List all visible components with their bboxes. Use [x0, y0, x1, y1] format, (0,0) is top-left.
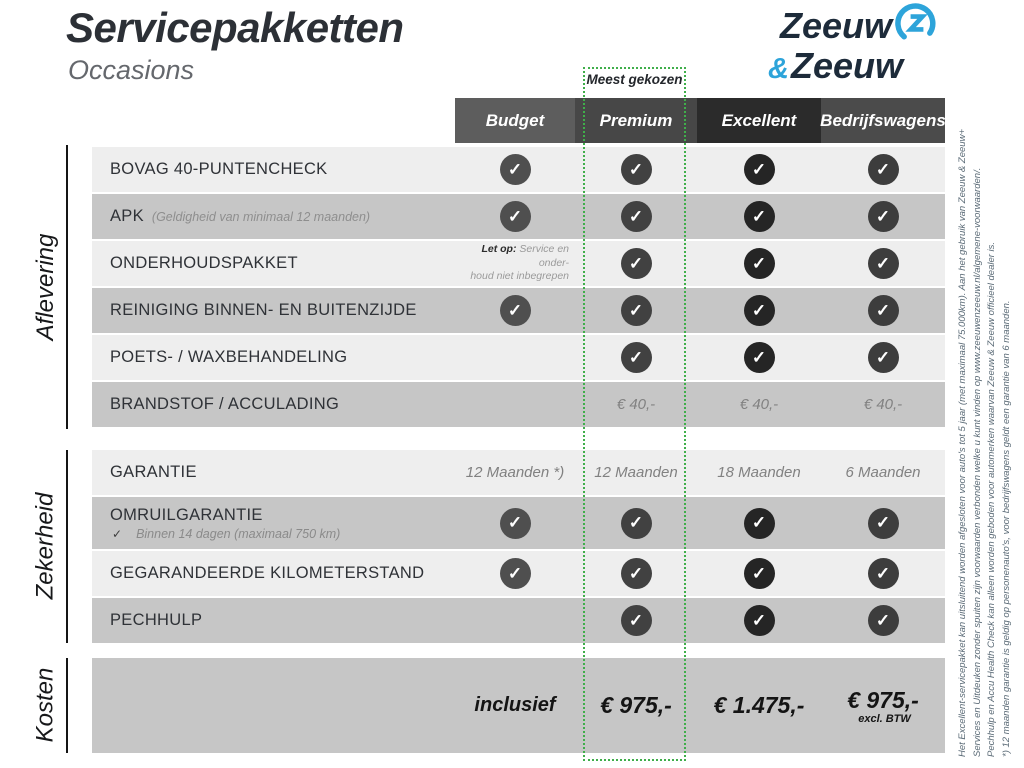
letop-line1 — [455, 243, 569, 270]
row-label: PECHHULP — [110, 611, 203, 629]
cell-bedrijfswagens — [821, 154, 945, 185]
cell-value: € 40,- — [739, 396, 779, 413]
check-icon — [744, 201, 775, 232]
cell-bedrijfswagens — [821, 201, 945, 232]
table-row — [92, 241, 945, 286]
cell-excellent — [697, 464, 821, 481]
check-glyph: ✓ — [875, 253, 891, 273]
table-row — [92, 551, 945, 596]
cell-excellent — [697, 508, 821, 539]
check-icon — [744, 154, 775, 185]
footnote-line: *) 12 maanden garantie is geldig op personenauto's, voor bedrijfswagens geldt een garantie van 6 maanden. — [1000, 300, 1012, 757]
check-glyph: ✓ — [628, 300, 644, 320]
row-label-cell — [92, 301, 455, 320]
row-label-cell — [92, 254, 455, 273]
column-header-budget: Budget — [455, 98, 575, 143]
column-headers — [455, 98, 945, 143]
check-glyph: ✓ — [628, 347, 644, 367]
small-check-icon: ✓ — [112, 526, 123, 541]
table-row — [92, 335, 945, 380]
row-note: (Geldigheid van minimaal 12 maanden) — [151, 210, 371, 224]
row-label: ONDERHOUDSPAKKET — [110, 254, 298, 272]
cell-value: € 40,- — [863, 396, 903, 413]
kosten-stack — [847, 687, 919, 725]
check-glyph: ✓ — [875, 159, 891, 179]
check-glyph: ✓ — [507, 513, 523, 532]
check-glyph: ✓ — [751, 563, 767, 583]
check-icon — [500, 154, 531, 185]
row-label-cell — [92, 611, 455, 630]
kosten-value-excellent: € 1.475,- — [713, 692, 805, 718]
check-glyph: ✓ — [751, 513, 767, 532]
cell-budget — [455, 201, 575, 232]
check-icon — [500, 508, 531, 539]
cell-premium — [575, 508, 697, 539]
cell-budget — [455, 243, 575, 284]
row-label-cell — [92, 207, 455, 226]
cell-premium — [575, 558, 697, 589]
footnotes — [956, 75, 1014, 757]
cell-excellent — [697, 558, 821, 589]
footnote-line: Pechhulp en Accu Health Check kan alleen worden geboden voor automerken waarvan Zeeuw & Zeeuw officieel dealer is. — [986, 241, 997, 757]
page-title: Servicepakketten — [66, 4, 404, 51]
letop-rest: Service en onder- — [516, 243, 569, 269]
check-icon — [744, 295, 775, 326]
check-glyph: ✓ — [875, 610, 891, 630]
cell-value: 6 Maanden — [845, 464, 921, 481]
cell-bedrijfswagens — [821, 342, 945, 373]
check-glyph: ✓ — [875, 563, 891, 583]
kosten-note-btw: excl. BTW — [858, 712, 911, 725]
check-glyph: ✓ — [875, 300, 891, 320]
check-icon — [744, 248, 775, 279]
check-icon — [744, 508, 775, 539]
check-glyph: ✓ — [507, 563, 523, 583]
logo-word2: Zeeuw — [790, 45, 903, 86]
row-label-cell — [92, 506, 455, 541]
check-icon — [868, 605, 899, 636]
check-glyph: ✓ — [875, 513, 891, 532]
check-icon — [868, 248, 899, 279]
kosten-value-budget: inclusief — [474, 694, 556, 716]
cell-budget — [455, 558, 575, 589]
cell-value: 12 Maanden *) — [465, 464, 565, 481]
check-icon — [868, 558, 899, 589]
page-subtitle: Occasions — [68, 55, 195, 85]
row-label-cell — [92, 463, 455, 482]
check-glyph: ✓ — [628, 159, 644, 179]
logo-line2 — [768, 45, 939, 86]
logo-swoosh-icon — [895, 1, 939, 51]
cell-premium — [575, 605, 697, 636]
column-header-excellent: Excellent — [697, 98, 821, 143]
most-chosen-badge: Meest gekozen — [586, 72, 683, 87]
column-header-premium: Premium — [575, 98, 697, 143]
check-icon — [744, 605, 775, 636]
check-icon — [868, 508, 899, 539]
cell-premium — [575, 201, 697, 232]
check-icon — [500, 201, 531, 232]
section-line-aflevering — [66, 145, 68, 429]
check-icon — [621, 508, 652, 539]
cell-premium — [575, 396, 697, 413]
letop-bold: Let op: — [481, 243, 517, 256]
kosten-cell-premium — [575, 692, 697, 719]
cell-premium — [575, 342, 697, 373]
section-rows-zekerheid — [92, 450, 945, 645]
table-row — [92, 382, 945, 427]
check-glyph: ✓ — [751, 206, 767, 226]
cell-bedrijfswagens — [821, 508, 945, 539]
check-glyph: ✓ — [507, 300, 523, 320]
check-glyph: ✓ — [628, 253, 644, 273]
table-row — [92, 288, 945, 333]
cell-value: € 40,- — [616, 396, 656, 413]
check-icon — [868, 154, 899, 185]
row-label: OMRUILGARANTIE — [110, 505, 263, 524]
footnote-line: Het Excellent-servicepakket kan uitsluitend worden afgesloten voor auto's tot 5 jaar (met maximaal 75.000km). Aan het gebruik van Zeeuw & Zeeuw+ — [957, 129, 968, 757]
letop-line2: houd niet inbegrepen — [470, 270, 569, 283]
column-header-bedrijfswagens: Bedrijfswagens — [821, 98, 945, 143]
kosten-value-bedrijfswagens: € 975,- — [847, 686, 919, 713]
table-row — [92, 450, 945, 495]
check-icon — [621, 201, 652, 232]
cell-premium — [575, 464, 697, 481]
check-icon — [868, 201, 899, 232]
cell-bedrijfswagens — [821, 295, 945, 326]
table-row — [92, 194, 945, 239]
cell-bedrijfswagens — [821, 605, 945, 636]
cell-excellent — [697, 396, 821, 413]
footnote-line: Services en Uitdeuken zonder spuiten zijn voorwaarden verbonden welke u kunt vinden op www.zeeuwenzeeuw.nl/algemene-voorwaarden/. — [971, 167, 983, 757]
section-line-zekerheid — [66, 450, 68, 643]
check-glyph: ✓ — [628, 206, 644, 226]
row-label-cell — [92, 160, 455, 179]
check-glyph: ✓ — [751, 610, 767, 630]
cell-budget — [455, 295, 575, 326]
check-glyph: ✓ — [751, 300, 767, 320]
cell-budget — [455, 154, 575, 185]
row-label: GEGARANDEERDE KILOMETERSTAND — [110, 564, 425, 582]
cell-premium — [575, 154, 697, 185]
check-icon — [621, 295, 652, 326]
table-row — [92, 147, 945, 192]
cell-excellent — [697, 605, 821, 636]
check-icon — [621, 248, 652, 279]
row-label: GARANTIE — [110, 463, 197, 481]
section-label-aflevering: Aflevering — [32, 233, 59, 341]
section-line-kosten — [66, 658, 68, 753]
kosten-cell-bedrijfswagens — [821, 687, 945, 725]
check-icon — [500, 295, 531, 326]
zeeuw-logo — [768, 5, 939, 86]
check-glyph: ✓ — [875, 206, 891, 226]
cell-value: 18 Maanden — [717, 464, 801, 481]
check-icon — [500, 558, 531, 589]
letop-note — [455, 243, 575, 284]
row-subnote-text: Binnen 14 dagen (maximaal 750 km) — [136, 526, 341, 541]
check-icon — [621, 154, 652, 185]
cell-bedrijfswagens — [821, 248, 945, 279]
cell-excellent — [697, 342, 821, 373]
cell-excellent — [697, 248, 821, 279]
row-label: BOVAG 40-PUNTENCHECK — [110, 160, 328, 178]
check-glyph: ✓ — [628, 513, 644, 532]
check-glyph: ✓ — [751, 347, 767, 367]
row-subnote — [110, 527, 455, 541]
cell-excellent — [697, 154, 821, 185]
check-glyph: ✓ — [507, 159, 523, 179]
check-glyph: ✓ — [628, 610, 644, 630]
cell-value: 12 Maanden — [594, 464, 678, 481]
cell-excellent — [697, 201, 821, 232]
check-glyph: ✓ — [875, 347, 891, 367]
check-icon — [621, 342, 652, 373]
check-icon — [868, 295, 899, 326]
row-label-cell — [92, 395, 455, 414]
check-icon — [744, 342, 775, 373]
check-icon — [868, 342, 899, 373]
cell-excellent — [697, 295, 821, 326]
kosten-cell-budget — [455, 694, 575, 717]
cell-premium — [575, 295, 697, 326]
check-glyph: ✓ — [507, 206, 523, 226]
table-row — [92, 598, 945, 643]
cell-bedrijfswagens — [821, 464, 945, 481]
row-label-cell — [92, 348, 455, 367]
logo-ampersand: & — [768, 53, 789, 85]
row-label: BRANDSTOF / ACCULADING — [110, 395, 340, 413]
cell-bedrijfswagens — [821, 396, 945, 413]
check-glyph: ✓ — [751, 253, 767, 273]
check-glyph: ✓ — [751, 159, 767, 179]
cell-budget — [455, 464, 575, 481]
cell-premium — [575, 248, 697, 279]
table-row — [92, 497, 945, 549]
row-label: POETS- / WAXBEHANDELING — [110, 348, 348, 366]
logo-word1: Zeeuw — [780, 5, 893, 46]
section-label-kosten: Kosten — [31, 667, 59, 743]
cell-bedrijfswagens — [821, 558, 945, 589]
check-icon — [744, 558, 775, 589]
kosten-value-premium: € 975,- — [600, 692, 672, 718]
cell-budget — [455, 508, 575, 539]
check-icon — [621, 558, 652, 589]
row-label: APK — [110, 207, 144, 225]
kosten-cell-excellent — [697, 692, 821, 719]
row-label: REINIGING BINNEN- EN BUITENZIJDE — [110, 301, 417, 319]
kosten-row — [92, 658, 945, 753]
check-icon — [621, 605, 652, 636]
check-glyph: ✓ — [628, 563, 644, 583]
section-label-zekerheid: Zekerheid — [31, 492, 59, 600]
row-label-cell — [92, 564, 455, 583]
section-rows-aflevering — [92, 147, 945, 429]
